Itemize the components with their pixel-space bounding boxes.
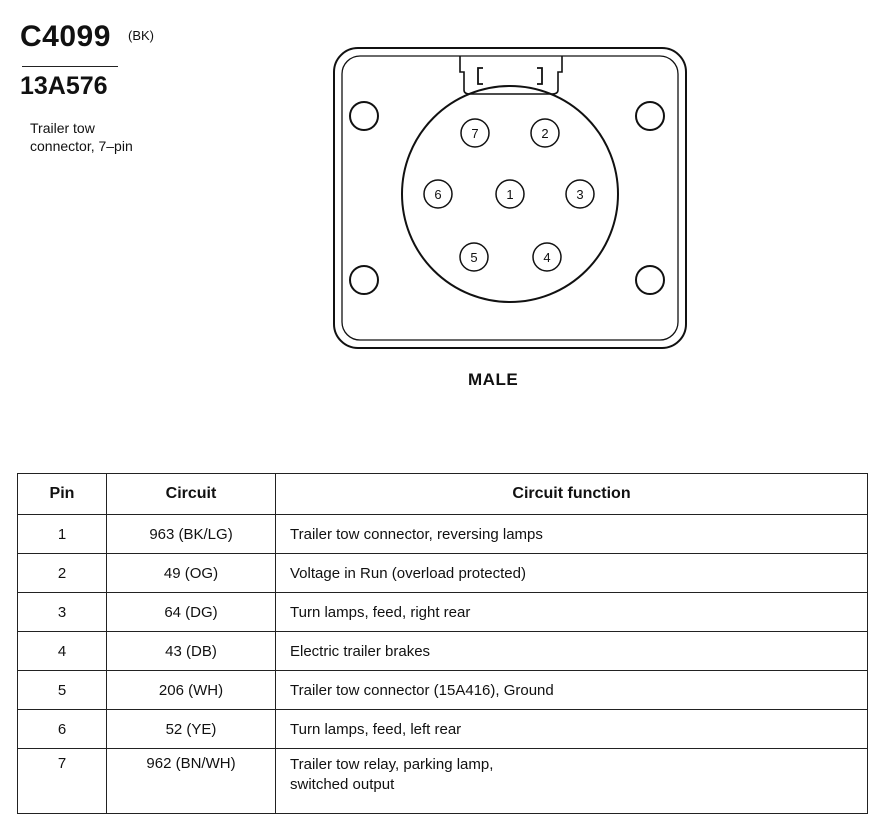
function-cell <box>276 749 868 814</box>
function-cell: Trailer tow connector, reversing lamps <box>276 515 868 554</box>
table-row <box>18 593 868 632</box>
pin-number-5: 5 <box>470 250 478 265</box>
pin-table <box>17 473 868 814</box>
connector-description <box>30 119 133 155</box>
table-row <box>18 710 868 749</box>
table-row <box>18 554 868 593</box>
table-header-row <box>18 474 868 515</box>
title-divider <box>22 66 118 67</box>
part-number: 13A576 <box>20 72 108 100</box>
gender-label: MALE <box>468 370 519 389</box>
circuit-cell: 64 (DG) <box>107 593 276 632</box>
header-circuit: Circuit <box>107 474 276 515</box>
pin-cell: 5 <box>18 671 107 710</box>
pin-cell: 7 <box>18 749 107 814</box>
connector-face-diagram <box>330 42 690 352</box>
pin-number-6: 6 <box>434 187 442 202</box>
function-cell: Turn lamps, feed, right rear <box>276 593 868 632</box>
mounting-hole-top-right <box>636 102 664 130</box>
circuit-cell: 963 (BK/LG) <box>107 515 276 554</box>
pin-number-4: 4 <box>543 250 551 265</box>
connector-color: (BK) <box>128 28 154 43</box>
function-line-1: Trailer tow relay, parking lamp, <box>290 756 494 773</box>
circuit-cell: 43 (DB) <box>107 632 276 671</box>
function-cell: Turn lamps, feed, left rear <box>276 710 868 749</box>
connector-id: C4099 <box>20 20 111 53</box>
pin-number-2: 2 <box>541 126 549 141</box>
pin-cell: 2 <box>18 554 107 593</box>
pin-number-3: 3 <box>576 187 584 202</box>
header-circuit-function: Circuit function <box>276 474 868 515</box>
pin-number-7: 7 <box>471 126 479 141</box>
table-row <box>18 749 868 814</box>
mounting-hole-bottom-right <box>636 266 664 294</box>
circuit-cell: 962 (BN/WH) <box>107 749 276 814</box>
function-cell: Voltage in Run (overload protected) <box>276 554 868 593</box>
pin-cell: 3 <box>18 593 107 632</box>
mounting-hole-bottom-left <box>350 266 378 294</box>
table-row <box>18 515 868 554</box>
description-line-2: connector, 7–pin <box>30 138 133 154</box>
function-line-2: switched output <box>290 776 395 793</box>
mounting-hole-top-left <box>350 102 378 130</box>
connector-latch <box>460 56 562 94</box>
table-row <box>18 632 868 671</box>
pin-number-1: 1 <box>506 187 514 202</box>
circuit-cell: 52 (YE) <box>107 710 276 749</box>
function-cell: Trailer tow connector (15A416), Ground <box>276 671 868 710</box>
circuit-cell: 206 (WH) <box>107 671 276 710</box>
pin-cell: 6 <box>18 710 107 749</box>
circuit-cell: 49 (OG) <box>107 554 276 593</box>
pin-cell: 1 <box>18 515 107 554</box>
pin-cell: 4 <box>18 632 107 671</box>
table-row <box>18 671 868 710</box>
header-pin: Pin <box>18 474 107 515</box>
description-line-1: Trailer tow <box>30 120 95 136</box>
function-cell: Electric trailer brakes <box>276 632 868 671</box>
